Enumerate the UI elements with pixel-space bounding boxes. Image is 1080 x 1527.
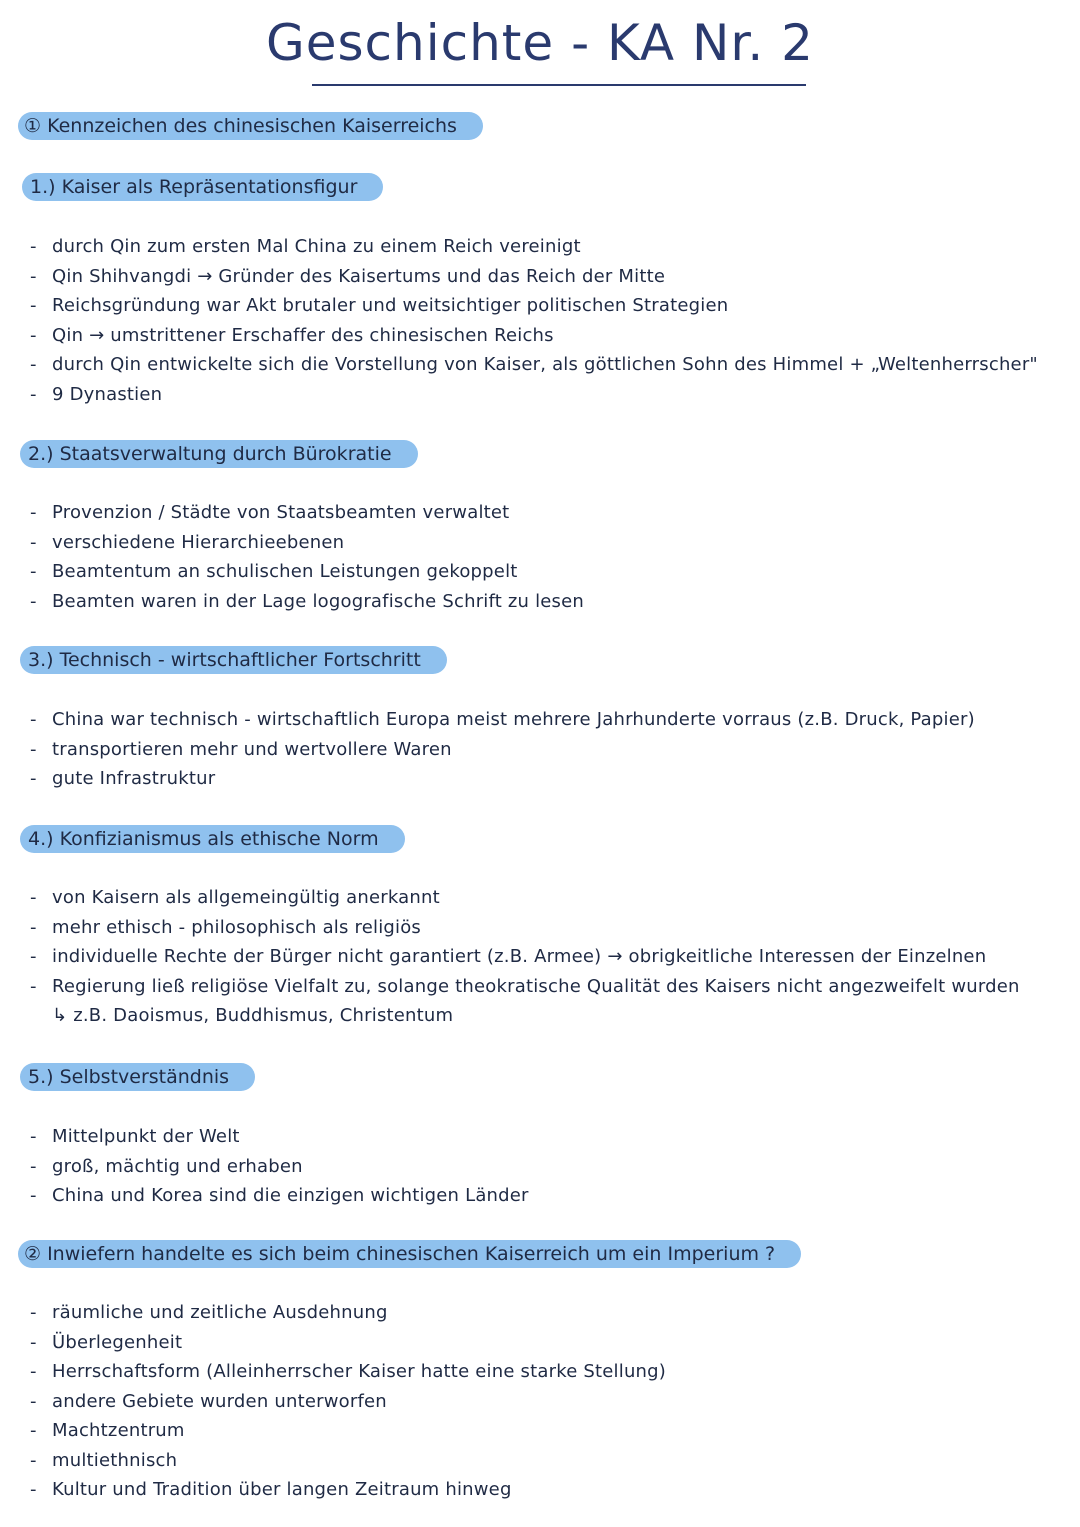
section-heading-4: 4.) Konfizianismus als ethische Norm: [20, 825, 405, 853]
list-item: - Überlegenheit: [30, 1328, 666, 1358]
list-item: - Beamtentum an schulischen Leistungen gekoppelt: [30, 557, 584, 587]
list-item: - durch Qin zum ersten Mal China zu einem Reich vereinigt: [30, 232, 1038, 262]
list-item: - mehr ethisch - philosophisch als religiös: [30, 913, 1020, 943]
section-5-list: [30, 1122, 529, 1211]
main-2-list: [30, 1298, 666, 1505]
page-title: Geschichte - KA Nr. 2: [266, 14, 814, 72]
list-item-sub: ↳ z.B. Daoismus, Buddhismus, Christentum: [52, 1005, 454, 1026]
section-2-list: [30, 498, 584, 616]
section-heading-2: 2.) Staatsverwaltung durch Bürokratie: [20, 440, 418, 468]
section-1-list: [30, 232, 1038, 409]
list-item: - verschiedene Hierarchieebenen: [30, 528, 584, 558]
list-item: - transportieren mehr und wertvollere Waren: [30, 735, 975, 765]
section-4-list: [30, 883, 1020, 1031]
list-item: - Qin Shihvangdi → Gründer des Kaisertums und das Reich der Mitte: [30, 262, 1038, 292]
section-heading-3: 3.) Technisch - wirtschaftlicher Fortschritt: [20, 646, 447, 674]
list-item: - Provenzion / Städte von Staatsbeamten verwaltet: [30, 498, 584, 528]
list-item: - Machtzentrum: [30, 1416, 666, 1446]
section-3-list: [30, 705, 975, 794]
title-underline: [312, 84, 806, 86]
list-item: - Kultur und Tradition über langen Zeitraum hinweg: [30, 1475, 666, 1505]
list-item: - China war technisch - wirtschaftlich Europa meist mehrere Jahrhunderte vorraus (z.B. Druck, Papier): [30, 705, 975, 735]
list-item: - individuelle Rechte der Bürger nicht garantiert (z.B. Armee) → obrigkeitliche Interessen der Einzelnen: [30, 942, 1020, 972]
list-item: - von Kaisern als allgemeingültig anerkannt: [30, 883, 1020, 913]
list-item: - Regierung ließ religiöse Vielfalt zu, solange theokratische Qualität des Kaisers nicht angezweifelt wurden: [30, 972, 1020, 1002]
list-item: - Herrschaftsform (Alleinherrscher Kaiser hatte eine starke Stellung): [30, 1357, 666, 1387]
list-item: - 9 Dynastien: [30, 380, 1038, 410]
list-item: - durch Qin entwickelte sich die Vorstellung von Kaiser, als göttlichen Sohn des Himmel + „Weltenherrscher": [30, 350, 1038, 380]
list-item: - Reichsgründung war Akt brutaler und weitsichtiger politischen Strategien: [30, 291, 1038, 321]
list-item: - gute Infrastruktur: [30, 764, 975, 794]
list-item: - China und Korea sind die einzigen wichtigen Länder: [30, 1181, 529, 1211]
list-item: - groß, mächtig und erhaben: [30, 1152, 529, 1182]
section-heading-1: 1.) Kaiser als Repräsentationsfigur: [22, 173, 383, 201]
main-heading-2: ② Inwiefern handelte es sich beim chinesischen Kaiserreich um ein Imperium ?: [18, 1240, 801, 1268]
list-item: - Mittelpunkt der Welt: [30, 1122, 529, 1152]
section-heading-5: 5.) Selbstverständnis: [20, 1063, 255, 1091]
list-item: - Qin → umstrittener Erschaffer des chinesischen Reichs: [30, 321, 1038, 351]
list-item: - Beamten waren in der Lage logografische Schrift zu lesen: [30, 587, 584, 617]
main-heading-1: ① Kennzeichen des chinesischen Kaiserreichs: [18, 112, 483, 140]
list-item: - räumliche und zeitliche Ausdehnung: [30, 1298, 666, 1328]
list-item: - multiethnisch: [30, 1446, 666, 1476]
list-item: - andere Gebiete wurden unterworfen: [30, 1387, 666, 1417]
